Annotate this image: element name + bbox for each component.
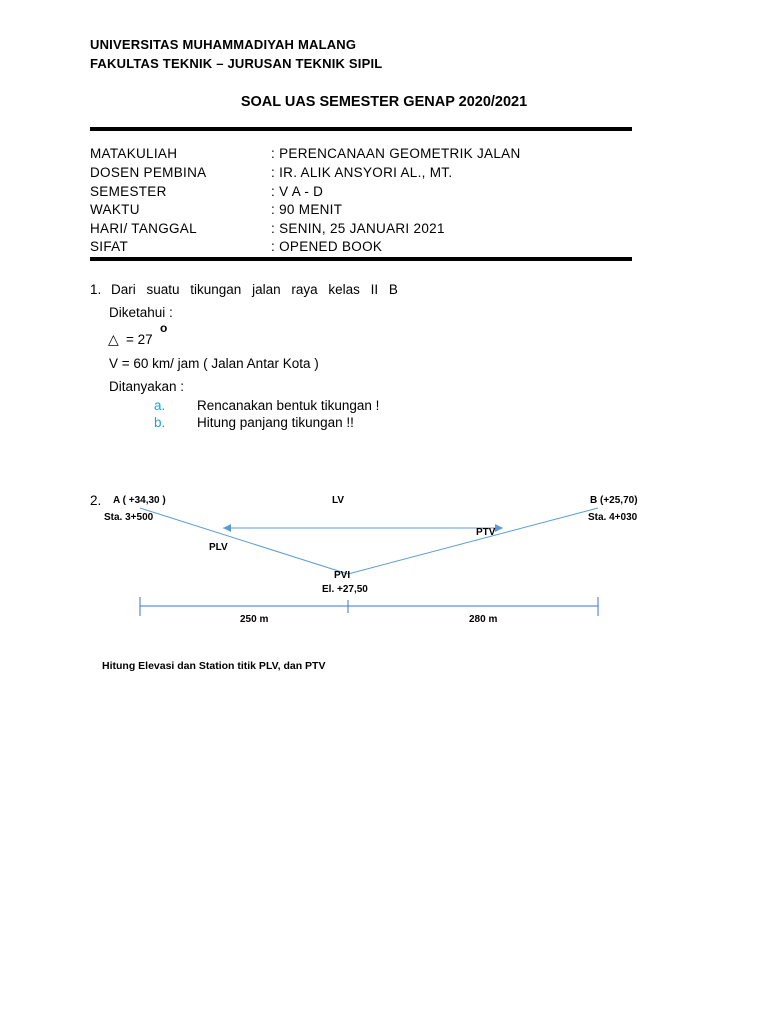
design-speed: V = 60 km/ jam ( Jalan Antar Kota ) xyxy=(109,356,319,371)
info-label: HARI/ TANGGAL xyxy=(90,221,197,236)
point-a-station: Sta. 3+500 xyxy=(104,512,154,523)
given-label: Diketahui : xyxy=(109,305,173,320)
task-b-text: Hitung panjang tikungan !! xyxy=(197,415,354,430)
plv-label: PLV xyxy=(209,542,228,553)
delta-value: = 27 xyxy=(126,332,153,347)
degree-superscript: o xyxy=(160,321,168,335)
point-b-station: Sta. 4+030 xyxy=(588,512,638,523)
distance-left: 250 m xyxy=(240,614,269,625)
point-b-elevation: B (+25,70) xyxy=(590,495,638,506)
delta-icon: △ xyxy=(108,331,119,347)
pvi-label: PVI xyxy=(334,570,351,581)
pvi-elevation: El. +27,50 xyxy=(322,584,368,595)
grade-line-right xyxy=(348,508,598,574)
question-2-number: 2. xyxy=(90,493,102,508)
grade-line-left xyxy=(140,508,348,574)
info-value: : SENIN, 25 JANUARI 2021 xyxy=(271,221,445,236)
info-value: : V A - D xyxy=(271,184,324,199)
question-1-number: 1. xyxy=(90,282,102,297)
answer-letter-a: a. xyxy=(154,398,166,413)
answer-letter-b: b. xyxy=(154,415,166,430)
task-a-text: Rencanakan bentuk tikungan ! xyxy=(197,398,380,413)
info-value: : 90 MENIT xyxy=(271,202,343,217)
point-a-elevation: A ( +34,30 ) xyxy=(113,495,166,506)
asked-label: Ditanyakan : xyxy=(109,379,185,394)
info-label: WAKTU xyxy=(90,202,140,217)
distance-right: 280 m xyxy=(469,614,498,625)
faculty-name: FAKULTAS TEKNIK – JURUSAN TEKNIK SIPIL xyxy=(90,56,383,71)
university-name: UNIVERSITAS MUHAMMADIYAH MALANG xyxy=(90,37,357,52)
question-1-text: Dari suatu tikungan jalan raya kelas II B xyxy=(111,282,398,297)
ptv-label: PTV xyxy=(476,527,496,538)
info-value: : PERENCANAAN GEOMETRIK JALAN xyxy=(271,146,521,161)
exam-title: SOAL UAS SEMESTER GENAP 2020/2021 xyxy=(240,94,528,110)
info-label: SEMESTER xyxy=(90,184,167,199)
info-label: MATAKULIAH xyxy=(90,146,178,161)
info-value: : OPENED BOOK xyxy=(271,239,383,254)
info-label: SIFAT xyxy=(90,239,129,254)
question-2-text: Hitung Elevasi dan Station titik PLV, dan PTV xyxy=(102,660,326,672)
info-value: : IR. ALIK ANSYORI AL., MT. xyxy=(271,165,453,180)
lv-label: LV xyxy=(332,495,345,506)
info-label: DOSEN PEMBINA xyxy=(90,165,207,180)
